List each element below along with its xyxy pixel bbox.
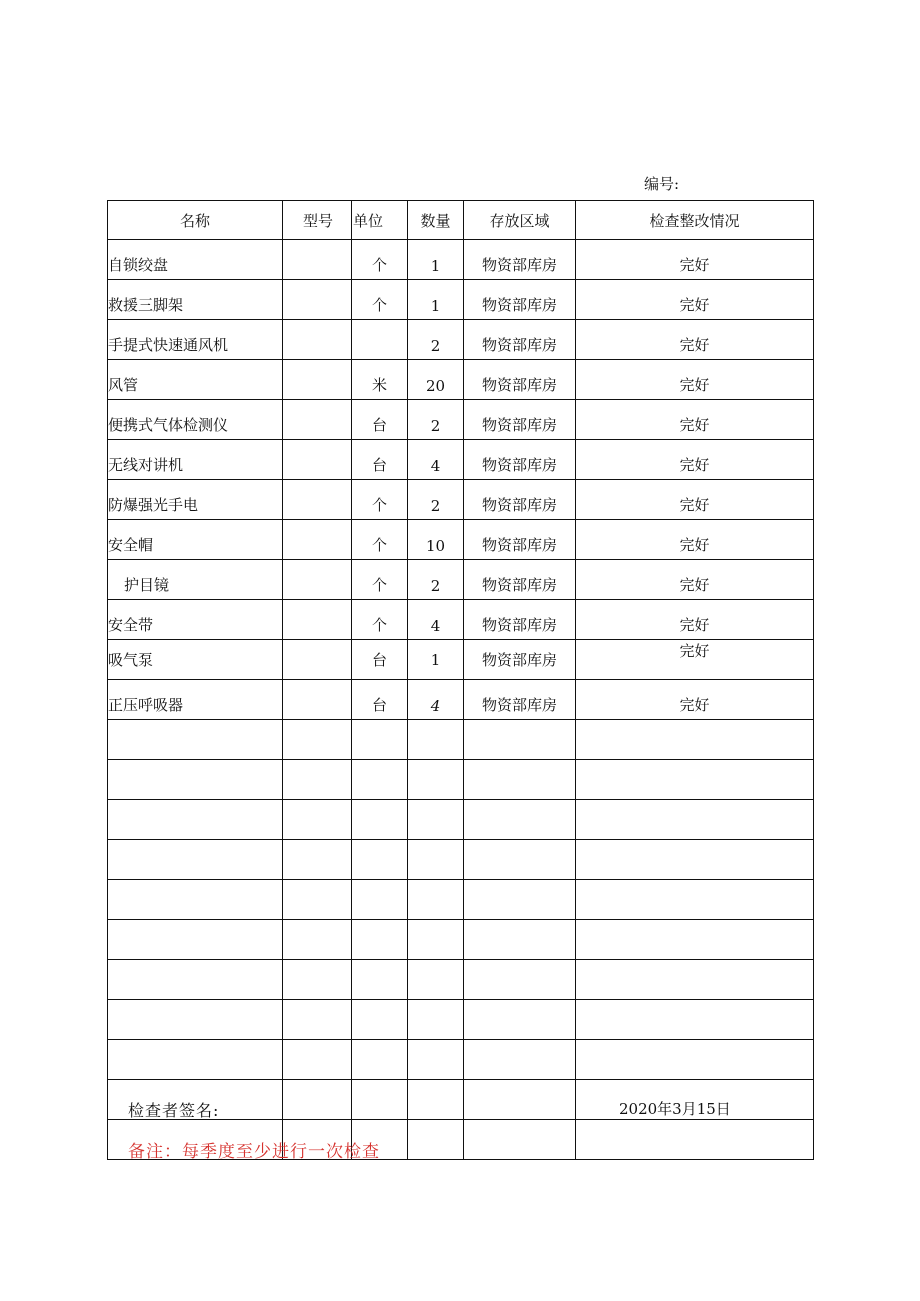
header-quantity: 数量	[408, 201, 464, 240]
item-name: 风管	[108, 360, 283, 400]
item-location: 物资部库房	[464, 240, 576, 280]
item-status: 完好	[576, 680, 814, 720]
item-unit: 台	[352, 680, 408, 720]
empty-table-row	[108, 880, 814, 920]
empty-table-row	[108, 840, 814, 880]
item-name: 自锁绞盘	[108, 240, 283, 280]
item-name: 救援三脚架	[108, 280, 283, 320]
empty-table-row	[108, 1000, 814, 1040]
item-model	[283, 680, 352, 720]
equipment-inventory-table	[107, 200, 814, 1160]
item-quantity: 1	[408, 640, 464, 680]
item-status: 完好	[576, 400, 814, 440]
item-model	[283, 400, 352, 440]
header-inspection-status: 检查整改情况	[576, 201, 814, 240]
table-row	[108, 520, 814, 560]
empty-table-row	[108, 920, 814, 960]
item-unit: 个	[352, 480, 408, 520]
item-location: 物资部库房	[464, 640, 576, 680]
empty-table-row	[108, 800, 814, 840]
table-header-row	[108, 201, 814, 240]
item-status: 完好	[576, 640, 814, 680]
item-name: 便携式气体检测仪	[108, 400, 283, 440]
item-quantity: 4	[408, 680, 464, 720]
item-unit: 台	[352, 640, 408, 680]
empty-table-row	[108, 760, 814, 800]
item-location: 物资部库房	[464, 680, 576, 720]
item-quantity: 20	[408, 360, 464, 400]
item-location: 物资部库房	[464, 520, 576, 560]
item-unit: 米	[352, 360, 408, 400]
item-model	[283, 440, 352, 480]
item-status: 完好	[576, 560, 814, 600]
empty-table-row	[108, 720, 814, 760]
inspector-signature-label: 检查者签名:	[128, 1101, 220, 1120]
item-name: 手提式快速通风机	[108, 320, 283, 360]
item-status: 完好	[576, 480, 814, 520]
table-row	[108, 680, 814, 720]
item-unit: 台	[352, 440, 408, 480]
item-quantity: 1	[408, 240, 464, 280]
item-name: 护目镜	[108, 560, 283, 600]
item-model	[283, 520, 352, 560]
table-row	[108, 400, 814, 440]
item-quantity: 2	[408, 480, 464, 520]
item-model	[283, 280, 352, 320]
table-row	[108, 640, 814, 680]
table-row	[108, 440, 814, 480]
item-model	[283, 560, 352, 600]
item-name: 吸气泵	[108, 640, 283, 680]
item-model	[283, 480, 352, 520]
item-quantity: 4	[408, 600, 464, 640]
table-row	[108, 320, 814, 360]
empty-table-row	[108, 1040, 814, 1080]
item-location: 物资部库房	[464, 440, 576, 480]
item-location: 物资部库房	[464, 600, 576, 640]
item-quantity: 1	[408, 280, 464, 320]
item-model	[283, 640, 352, 680]
table-row	[108, 280, 814, 320]
header-name: 名称	[108, 201, 283, 240]
item-name: 安全带	[108, 600, 283, 640]
item-quantity: 2	[408, 560, 464, 600]
item-unit: 台	[352, 400, 408, 440]
item-name: 无线对讲机	[108, 440, 283, 480]
item-name: 防爆强光手电	[108, 480, 283, 520]
table-row	[108, 600, 814, 640]
table-row	[108, 480, 814, 520]
item-unit: 个	[352, 280, 408, 320]
item-location: 物资部库房	[464, 400, 576, 440]
item-status: 完好	[576, 320, 814, 360]
header-model: 型号	[283, 201, 352, 240]
item-status: 完好	[576, 440, 814, 480]
item-status: 完好	[576, 360, 814, 400]
item-quantity: 4	[408, 440, 464, 480]
item-model	[283, 320, 352, 360]
item-quantity: 2	[408, 400, 464, 440]
table-row	[108, 360, 814, 400]
item-name: 安全帽	[108, 520, 283, 560]
item-model	[283, 600, 352, 640]
table-row	[108, 240, 814, 280]
item-unit	[352, 320, 408, 360]
item-status: 完好	[576, 600, 814, 640]
serial-number-label: 编号:	[644, 175, 680, 193]
item-location: 物资部库房	[464, 320, 576, 360]
item-unit: 个	[352, 520, 408, 560]
item-location: 物资部库房	[464, 360, 576, 400]
header-location: 存放区域	[464, 201, 576, 240]
item-status: 完好	[576, 520, 814, 560]
item-location: 物资部库房	[464, 280, 576, 320]
item-unit: 个	[352, 240, 408, 280]
item-model	[283, 240, 352, 280]
item-model	[283, 360, 352, 400]
item-status: 完好	[576, 240, 814, 280]
item-name: 正压呼吸器	[108, 680, 283, 720]
item-location: 物资部库房	[464, 480, 576, 520]
empty-table-row	[108, 960, 814, 1000]
item-quantity: 2	[408, 320, 464, 360]
item-location: 物资部库房	[464, 560, 576, 600]
item-unit: 个	[352, 600, 408, 640]
item-status: 完好	[576, 280, 814, 320]
table-row	[108, 560, 814, 600]
inspection-date: 2020年3月15日	[619, 1100, 731, 1118]
item-quantity: 10	[408, 520, 464, 560]
header-unit: 单位	[352, 201, 408, 240]
inspection-note: 备注：每季度至少进行一次检查	[128, 1142, 380, 1162]
item-unit: 个	[352, 560, 408, 600]
